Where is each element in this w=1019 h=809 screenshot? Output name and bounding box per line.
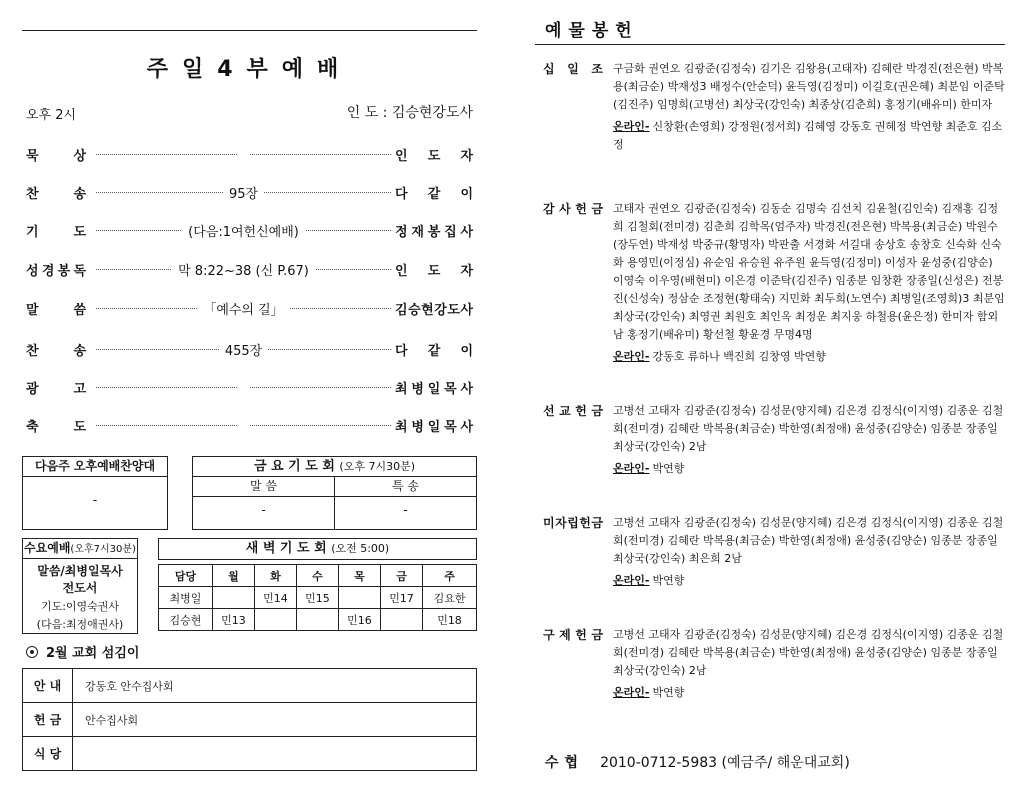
order-label: [26, 145, 86, 164]
label-char: 경: [41, 264, 55, 279]
order-label: [26, 183, 86, 202]
label-char: 인: [395, 264, 408, 279]
label-char: 사: [460, 420, 473, 435]
label-char: 병: [411, 382, 424, 397]
offering-category: [543, 402, 603, 420]
order-person: [395, 299, 473, 318]
label-char: 성: [26, 264, 39, 279]
bank-label: 수협: [545, 755, 585, 771]
label-char: 고: [73, 382, 86, 397]
dawn-header-cell: 월: [212, 565, 254, 587]
order-label: [26, 416, 86, 435]
duty-value: 안수집사회: [73, 703, 477, 737]
offering-names: [613, 514, 1005, 590]
duty-label: 식 당: [23, 737, 73, 771]
service-leader: 인 도 : 김승현강도사: [346, 105, 473, 121]
offerings-title: 예물봉헌: [545, 21, 639, 41]
friday-value-sermon: -: [193, 497, 335, 529]
friday-prayer-title: 금 요 기 도 회 (오후 7시30분): [193, 457, 476, 477]
label-char: 최: [395, 420, 408, 435]
dawn-cell: [212, 587, 254, 609]
label-char: 교: [559, 404, 571, 418]
label-char: 도: [73, 225, 86, 240]
online-names: 신창환(손영희) 강정원(정서희) 김혜영 강동호 권혜정 박연향 최준호 김소정: [613, 120, 1003, 151]
label-char: 승: [408, 303, 421, 318]
order-person: [395, 378, 473, 397]
offering-name-list: 구금화 권연오 김광준(김정숙) 김기은 김왕용(고태자) 김혜란 박경진(전은현) 박복용(최금순) 박재성3 배정수(안순덕) 윤득영(김정미) 이길호(권은혜) 최분임 이준탁(김진주) 임명희(고병선) 최상국(강인숙) 최종상(김춘희) 홍정기(배유미) 한미자: [613, 62, 1005, 111]
label-char: 상: [73, 149, 86, 164]
duty-title: 2월 교회 섬김이: [26, 642, 139, 661]
label-char: 재: [411, 225, 424, 240]
label-char: 사: [460, 225, 473, 240]
friday-header-sermon: 말 씀: [193, 477, 335, 496]
label-char: 일: [427, 382, 441, 397]
label-char: 사: [559, 202, 571, 216]
label-char: 집: [444, 225, 457, 240]
label-char: 씀: [73, 303, 86, 318]
offering-name-list: 고병선 고태자 김광준(김정숙) 김성문(양지혜) 김은경 김정식(이지영) 김종운 김철회(전미경) 김혜란 박복용(최금순) 박한영(최정애) 윤성중(김양순) 임종분 장종일 최상국(강인숙) 2남: [613, 628, 1004, 677]
label-char: 현: [421, 303, 434, 318]
label-char: 사: [460, 303, 473, 318]
dawn-cell: 민18: [423, 609, 477, 631]
order-detail-text: (다음:1여헌신예배): [182, 225, 305, 240]
label-char: 인: [395, 149, 408, 164]
dawn-cell: 민13: [212, 609, 254, 631]
offering-name-list: 고태자 권연오 김광준(김정숙) 김동순 김명숙 김선치 김윤철(김인숙) 김재홍 김정희 김철회(전미경) 김춘희 김학목(엄주자) 박경진(전은현) 박복용(최금순) 박원수(장두연) 박재성 박중규(황명자) 박판출 서경화 서길대 송상호 송창호 신숙화 신숙화 용영민(이정심) 유순임 유승원 유주원 윤득영(김정미) 이성자 윤성중(김양순) 이영숙 이우영(배현미) 이은경 이준탁(김진주) 임종분 임창환 장종일(신성은) 전봉진(신성숙) 정삼순 조정현(황태숙) 지민화 최두희(노연수) 최병일(조영희)3 최분임 최상국(강인숙) 최영권 최원호 최인옥 최정운 최지웅 하철용(윤은정) 한미자 함외남 홍정기(배유미) 황선철 황윤경 무명4명: [613, 202, 1005, 341]
table-row: [23, 703, 477, 737]
dawn-cell: 민16: [338, 609, 380, 631]
label-char: 헌: [575, 628, 587, 642]
dawn-header-cell: 주: [423, 565, 477, 587]
order-person: [395, 260, 473, 279]
label-char: 헌: [575, 202, 587, 216]
dawn-cell: 최병일: [159, 587, 213, 609]
order-label: [26, 378, 86, 397]
label-char: 조: [591, 62, 603, 76]
order-detail: [96, 416, 391, 431]
offering-online: [613, 572, 1005, 590]
label-char: 다: [395, 187, 408, 202]
dawn-cell: [381, 609, 423, 631]
order-detail: [96, 145, 391, 160]
label-char: 자: [555, 516, 567, 530]
label-char: 금: [591, 202, 603, 216]
label-char: 광: [26, 382, 39, 397]
label-char: 자: [460, 149, 473, 164]
bank-account: [545, 752, 850, 772]
order-row: [26, 378, 473, 398]
order-row: [26, 183, 473, 203]
offering-online: [613, 684, 1005, 702]
label-char: 찬: [26, 187, 39, 202]
order-detail-text: 95장: [223, 187, 264, 202]
label-char: 도: [427, 264, 441, 279]
label-char: 김: [395, 303, 408, 318]
label-char: 같: [427, 187, 441, 202]
dawn-cell: 김요한: [423, 587, 477, 609]
order-person: [395, 221, 473, 240]
order-detail: [96, 340, 391, 359]
offerings-rule: [535, 44, 1005, 45]
table-row: [23, 669, 477, 703]
offering-names: [613, 200, 1005, 366]
order-detail-text: [238, 145, 250, 160]
wednesday-line-3: 기도:이영숙권사: [40, 600, 120, 613]
label-char: 일: [427, 420, 441, 435]
table-row: [159, 609, 477, 631]
label-char: 독: [73, 264, 86, 279]
order-person: [395, 183, 473, 202]
label-char: 봉: [57, 264, 71, 279]
order-detail: [96, 299, 391, 318]
bullet-circle-icon: [26, 646, 38, 658]
label-char: 같: [427, 344, 441, 359]
online-label: 온라인-: [613, 686, 650, 699]
wednesday-title: 수요예배(오후7시30분): [23, 539, 137, 559]
label-char: 봉: [427, 225, 441, 240]
offering-names: [613, 626, 1005, 702]
duty-label: 헌 금: [23, 703, 73, 737]
table-row: [23, 737, 477, 771]
wednesday-line-2: 전도서: [62, 581, 98, 595]
order-label: [26, 299, 86, 318]
label-char: 구: [543, 628, 555, 642]
label-char: 강: [434, 303, 447, 318]
label-char: 기: [26, 225, 39, 240]
label-char: 묵: [26, 149, 39, 164]
dawn-cell: 김승현: [159, 609, 213, 631]
offering-name-list: 고병선 고태자 김광준(김정숙) 김성문(양지혜) 김은경 김정식(이지영) 김종운 김철회(전미경) 김혜란 박복용(최금순) 박한영(최정애) 윤성중(김양순) 임종분 장종일 최상국(강인숙) 최은희 2남: [613, 516, 1004, 565]
label-char: 일: [567, 62, 579, 76]
service-title: 주일4부예배: [146, 57, 353, 82]
label-char: 금: [591, 404, 603, 418]
dawn-header-cell: 수: [296, 565, 338, 587]
online-label: 온라인-: [613, 462, 650, 475]
order-detail: [96, 260, 391, 279]
label-char: 다: [395, 344, 408, 359]
duty-table: [22, 668, 477, 771]
label-char: 목: [444, 382, 457, 397]
label-char: 송: [73, 187, 86, 202]
dawn-cell: [338, 587, 380, 609]
label-char: 도: [427, 149, 441, 164]
label-char: 십: [543, 62, 555, 76]
order-detail-text: 막 8:22~38 (신 P.67): [172, 264, 315, 279]
choir-box: [22, 456, 168, 530]
label-char: 정: [395, 225, 408, 240]
dawn-header-cell: 금: [381, 565, 423, 587]
duty-value: [73, 737, 477, 771]
wednesday-line-4: (다음:최정애권사): [36, 618, 124, 631]
dawn-prayer-table: [158, 564, 477, 631]
label-char: 감: [543, 202, 555, 216]
friday-prayer-headers: [193, 477, 476, 497]
label-char: 최: [395, 382, 408, 397]
friday-prayer-box: [192, 456, 477, 530]
dawn-cell: [254, 609, 296, 631]
order-row: [26, 299, 473, 319]
bulletin-left-page: [22, 0, 477, 809]
order-detail-text: 455장: [219, 344, 268, 359]
order-label: [26, 340, 86, 359]
dawn-header-row: [159, 565, 477, 587]
online-names: 박연향: [652, 686, 685, 699]
online-label: 온라인-: [613, 120, 650, 133]
label-char: 선: [543, 404, 555, 418]
label-char: 이: [460, 187, 473, 202]
table-row: [159, 587, 477, 609]
order-detail: [96, 221, 391, 240]
label-char: 이: [460, 344, 473, 359]
top-rule: [22, 30, 477, 31]
bank-value: 2010-0712-5983 (예금주/ 해운대교회): [600, 755, 850, 771]
order-detail-text: [238, 378, 250, 393]
label-char: 금: [591, 516, 603, 530]
wednesday-line-1: 말씀/최병일목사: [37, 564, 123, 578]
wednesday-service-box: [22, 538, 138, 634]
label-char: 도: [447, 303, 460, 318]
bulletin-right-page: [535, 0, 1005, 809]
offering-online: [613, 348, 1005, 366]
online-names: 강동호 류하나 백진희 김창영 박연향: [652, 350, 826, 363]
duty-value: 강동호 안수집사회: [73, 669, 477, 703]
offering-names: [613, 402, 1005, 478]
friday-prayer-values: [193, 497, 476, 529]
label-char: 목: [444, 420, 457, 435]
order-row: [26, 145, 473, 165]
offering-online: [613, 118, 1005, 154]
offering-category: [543, 626, 603, 644]
offering-online: [613, 460, 1005, 478]
order-row: [26, 260, 473, 280]
order-label: [26, 260, 86, 279]
order-row: [26, 221, 473, 241]
dawn-cell: 민15: [296, 587, 338, 609]
label-char: 헌: [575, 404, 587, 418]
duty-label: 안 내: [23, 669, 73, 703]
order-detail-text: [238, 416, 250, 431]
order-detail-text: 「예수의 길」: [197, 303, 289, 318]
friday-header-special: 특 송: [392, 479, 419, 493]
label-char: 말: [26, 303, 39, 318]
friday-value-special: -: [403, 503, 408, 517]
dawn-cell: 민14: [254, 587, 296, 609]
label-char: 송: [73, 344, 86, 359]
order-person: [395, 340, 473, 359]
online-names: 박연향: [652, 574, 685, 587]
label-char: 병: [411, 420, 424, 435]
label-char: 헌: [579, 516, 591, 530]
dawn-prayer-title: 새 벽 기 도 회 (오전 5:00): [158, 538, 477, 560]
dawn-header-cell: 화: [254, 565, 296, 587]
dawn-cell: 민17: [381, 587, 423, 609]
offering-name-list: 고병선 고태자 김광준(김정숙) 김성문(양지혜) 김은경 김정식(이지영) 김종운 김철회(전미경) 김혜란 박복용(최금순) 박한영(최정애) 윤성중(김양순) 임종분 장종일 최상국(강인숙) 2남: [613, 404, 1004, 453]
label-char: 미: [543, 516, 555, 530]
offering-category: [543, 514, 603, 532]
order-person: [395, 416, 473, 435]
online-label: 온라인-: [613, 350, 650, 363]
dawn-header-cell: 담당: [159, 565, 213, 587]
label-char: 도: [73, 420, 86, 435]
label-char: 립: [567, 516, 579, 530]
order-detail: [96, 183, 391, 202]
label-char: 사: [460, 382, 473, 397]
offering-names: [613, 60, 1005, 154]
dawn-prayer-block: [158, 538, 477, 631]
order-person: [395, 145, 473, 164]
online-label: 온라인-: [613, 574, 650, 587]
offering-category: [543, 200, 603, 218]
dawn-header-cell: 목: [338, 565, 380, 587]
choir-box-title: 다음주 오후예배찬양대: [23, 457, 167, 477]
dawn-cell: [296, 609, 338, 631]
label-char: 찬: [26, 344, 39, 359]
order-row: [26, 340, 473, 360]
order-label: [26, 221, 86, 240]
label-char: 제: [559, 628, 571, 642]
order-row: [26, 416, 473, 436]
label-char: 금: [591, 628, 603, 642]
label-char: 자: [460, 264, 473, 279]
order-detail: [96, 378, 391, 393]
label-char: 축: [26, 420, 39, 435]
offering-category: [543, 60, 603, 78]
choir-box-value: -: [92, 493, 98, 507]
online-names: 박연향: [652, 462, 685, 475]
service-time: 오후 2시: [26, 108, 77, 123]
